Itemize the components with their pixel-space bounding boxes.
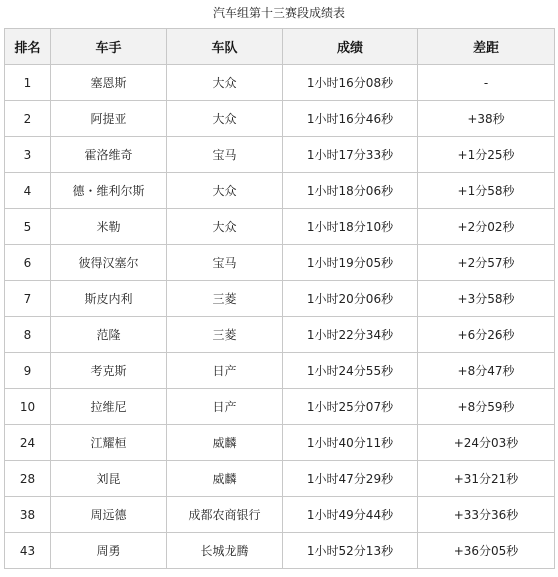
cell-time: 1小时20分06秒 xyxy=(283,281,418,317)
cell-driver: 斯皮内利 xyxy=(51,281,167,317)
cell-team: 日产 xyxy=(167,389,283,425)
header-driver: 车手 xyxy=(51,29,167,65)
cell-team: 三菱 xyxy=(167,317,283,353)
cell-driver: 考克斯 xyxy=(51,353,167,389)
header-time: 成绩 xyxy=(283,29,418,65)
table-row xyxy=(5,497,555,533)
cell-rank: 5 xyxy=(5,209,51,245)
cell-team: 宝马 xyxy=(167,245,283,281)
table-row xyxy=(5,101,555,137)
cell-time: 1小时18分06秒 xyxy=(283,173,418,209)
cell-gap: +1分58秒 xyxy=(418,173,555,209)
cell-rank: 10 xyxy=(5,389,51,425)
cell-gap: +3分58秒 xyxy=(418,281,555,317)
cell-gap: +2分57秒 xyxy=(418,245,555,281)
cell-rank: 1 xyxy=(5,65,51,101)
table-row xyxy=(5,533,555,569)
cell-driver: 米勒 xyxy=(51,209,167,245)
cell-driver: 霍洛维奇 xyxy=(51,137,167,173)
cell-time: 1小时25分07秒 xyxy=(283,389,418,425)
cell-driver: 周勇 xyxy=(51,533,167,569)
cell-gap: +2分02秒 xyxy=(418,209,555,245)
cell-rank: 2 xyxy=(5,101,51,137)
cell-rank: 38 xyxy=(5,497,51,533)
cell-time: 1小时49分44秒 xyxy=(283,497,418,533)
header-rank: 排名 xyxy=(5,29,51,65)
cell-gap: +8分47秒 xyxy=(418,353,555,389)
table-row xyxy=(5,137,555,173)
cell-driver: 范隆 xyxy=(51,317,167,353)
cell-team: 日产 xyxy=(167,353,283,389)
cell-rank: 7 xyxy=(5,281,51,317)
cell-driver: 江耀桓 xyxy=(51,425,167,461)
table-row xyxy=(5,209,555,245)
cell-gap: - xyxy=(418,65,555,101)
cell-time: 1小时16分46秒 xyxy=(283,101,418,137)
table-row xyxy=(5,461,555,497)
table-row xyxy=(5,245,555,281)
cell-gap: +33分36秒 xyxy=(418,497,555,533)
table-caption: 汽车组第十三赛段成绩表 xyxy=(212,6,345,20)
cell-team: 威麟 xyxy=(167,425,283,461)
table-row xyxy=(5,317,555,353)
cell-rank: 6 xyxy=(5,245,51,281)
cell-gap: +8分59秒 xyxy=(418,389,555,425)
results-table xyxy=(4,28,555,569)
table-row xyxy=(5,353,555,389)
cell-rank: 3 xyxy=(5,137,51,173)
cell-driver: 德・维利尔斯 xyxy=(51,173,167,209)
table-row xyxy=(5,281,555,317)
table-row xyxy=(5,389,555,425)
results-body xyxy=(5,65,555,569)
cell-driver: 塞恩斯 xyxy=(51,65,167,101)
cell-driver: 周远德 xyxy=(51,497,167,533)
cell-driver: 刘昆 xyxy=(51,461,167,497)
cell-team: 大众 xyxy=(167,101,283,137)
cell-team: 威麟 xyxy=(167,461,283,497)
cell-gap: +31分21秒 xyxy=(418,461,555,497)
cell-time: 1小时40分11秒 xyxy=(283,425,418,461)
cell-time: 1小时24分55秒 xyxy=(283,353,418,389)
header-gap: 差距 xyxy=(418,29,555,65)
cell-team: 宝马 xyxy=(167,137,283,173)
cell-time: 1小时17分33秒 xyxy=(283,137,418,173)
cell-gap: +24分03秒 xyxy=(418,425,555,461)
table-row xyxy=(5,65,555,101)
cell-driver: 彼得汉塞尔 xyxy=(51,245,167,281)
cell-time: 1小时22分34秒 xyxy=(283,317,418,353)
cell-gap: +36分05秒 xyxy=(418,533,555,569)
cell-driver: 阿提亚 xyxy=(51,101,167,137)
cell-team: 大众 xyxy=(167,65,283,101)
header-team: 车队 xyxy=(167,29,283,65)
cell-team: 长城龙腾 xyxy=(167,533,283,569)
cell-gap: +1分25秒 xyxy=(418,137,555,173)
cell-time: 1小时18分10秒 xyxy=(283,209,418,245)
cell-time: 1小时19分05秒 xyxy=(283,245,418,281)
cell-rank: 43 xyxy=(5,533,51,569)
table-row xyxy=(5,425,555,461)
cell-rank: 4 xyxy=(5,173,51,209)
cell-driver: 拉维尼 xyxy=(51,389,167,425)
cell-team: 大众 xyxy=(167,209,283,245)
cell-rank: 9 xyxy=(5,353,51,389)
cell-time: 1小时52分13秒 xyxy=(283,533,418,569)
cell-gap: +38秒 xyxy=(418,101,555,137)
cell-time: 1小时47分29秒 xyxy=(283,461,418,497)
cell-team: 成都农商银行 xyxy=(167,497,283,533)
cell-rank: 8 xyxy=(5,317,51,353)
cell-gap: +6分26秒 xyxy=(418,317,555,353)
cell-team: 大众 xyxy=(167,173,283,209)
cell-time: 1小时16分08秒 xyxy=(283,65,418,101)
cell-rank: 28 xyxy=(5,461,51,497)
table-row xyxy=(5,173,555,209)
header-row xyxy=(5,29,555,65)
cell-team: 三菱 xyxy=(167,281,283,317)
cell-rank: 24 xyxy=(5,425,51,461)
